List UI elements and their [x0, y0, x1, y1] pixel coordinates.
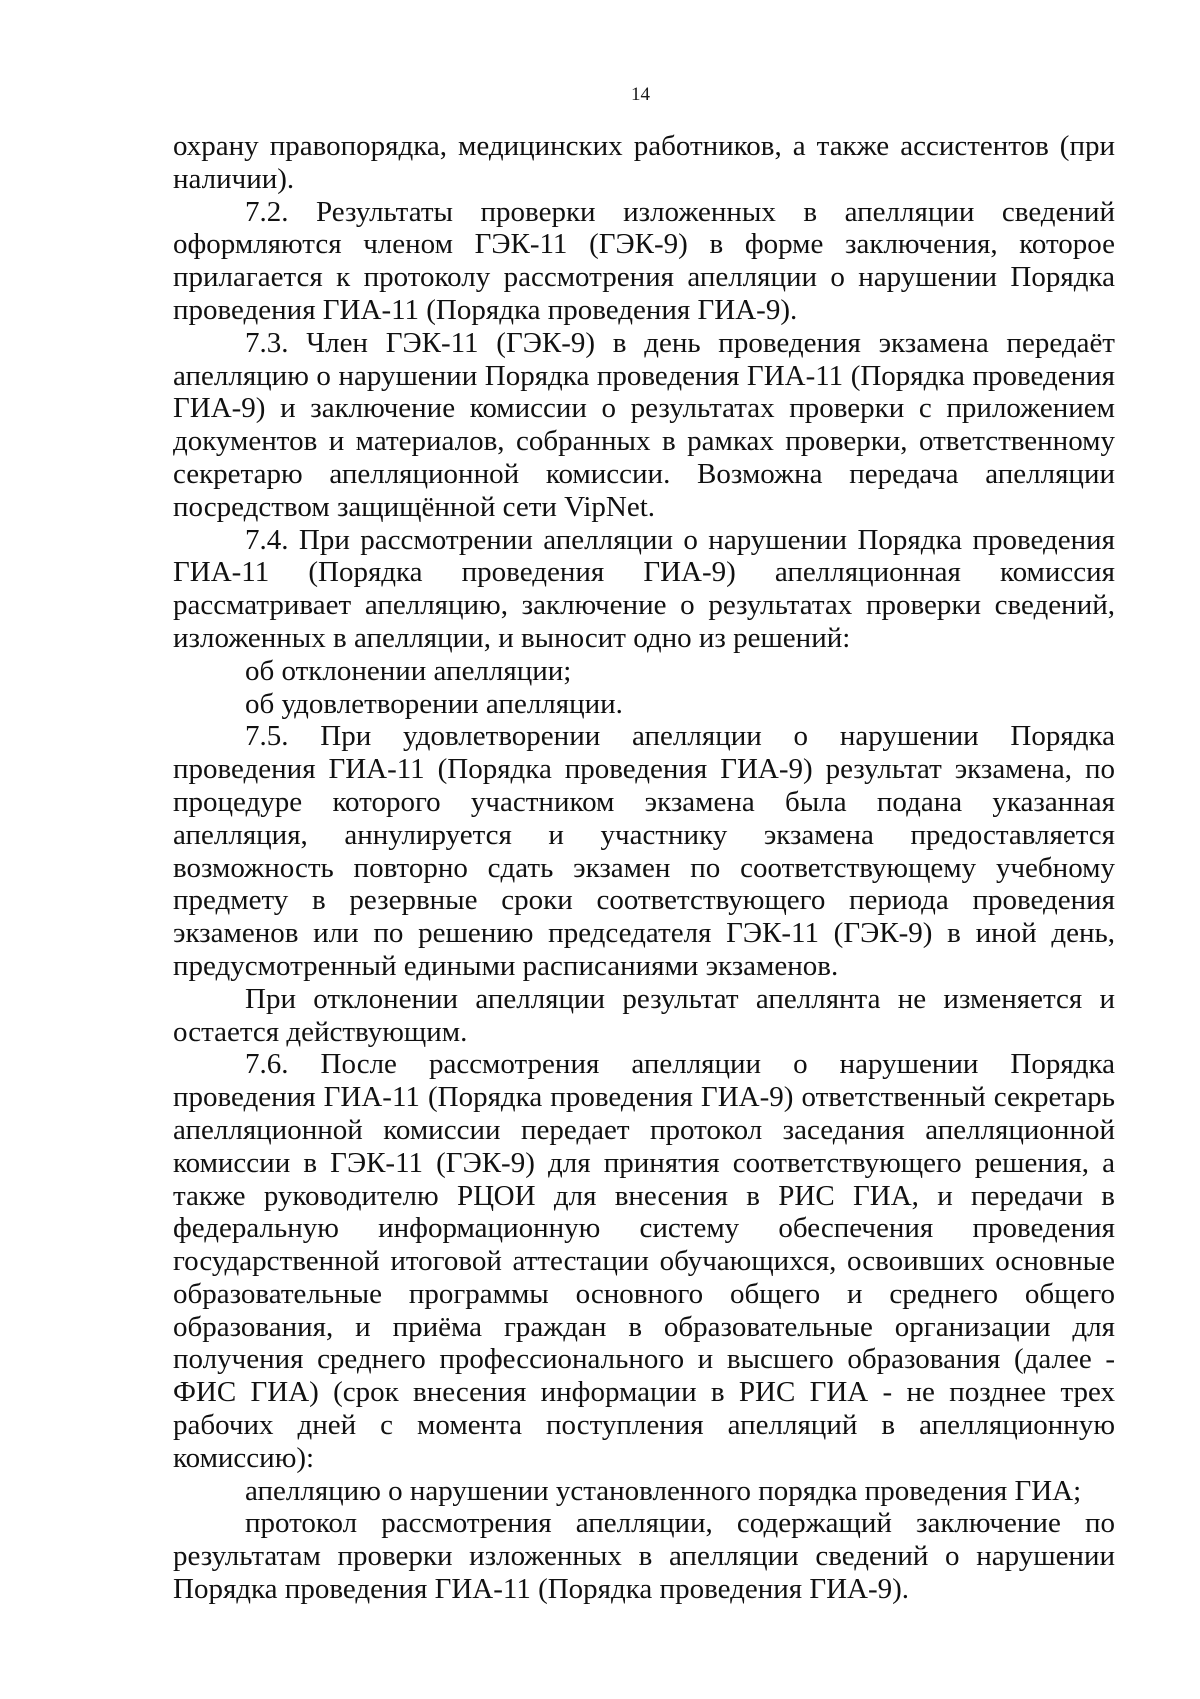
decision-option-reject: об отклонении апелляции; — [245, 654, 572, 687]
paragraph-7-6: 7.6. После рассмотрения апелляции о нарушении Порядка проведения ГИА-11 (Порядка проведения ГИА-9) ответственный секретарь апелляционной комиссии передает протокол заседания апелляционной комиссии в ГЭК-11 (ГЭК-9) для принятия соответствующего решения, а также руководителю РЦОИ для внесения в РИС ГИА, и передачи в федеральную информационную систему обеспечения проведения государственной итоговой аттестации обучающихся, освоивших основные образовательные программы основного общего и среднего общего образования, и приёма граждан в образовательные организации для получения среднего профессионального и высшего образования (далее - ФИС ГИА) (срок внесения информации в РИС ГИА - не позднее трех рабочих дней с момента поступления апелляций в апелляционную комиссию): — [173, 1048, 1115, 1474]
decision-option-satisfy: об удовлетворении апелляции. — [245, 687, 623, 720]
paragraph-continuation: охрану правопорядка, медицинских работников, а также ассистентов (при наличии). — [173, 130, 1115, 195]
paragraph-7-5: 7.5. При удовлетворении апелляции о нарушении Порядка проведения ГИА-11 (Порядка проведения ГИА-9) результат экзамена, по процедуре которого участником экзамена была подана указанная апелляция, аннулируется и участнику экзамена предоставляется возможность повторно сдать экзамен по соответствующему учебному предмету в резервные сроки соответствующего периода проведения экзаменов или по решению председателя ГЭК-11 (ГЭК-9) в иной день, предусмотренный едиными расписаниями экзаменов. — [173, 720, 1115, 982]
paragraph-rejection-result: При отклонении апелляции результат апеллянта не изменяется и остается действующим. — [173, 982, 1115, 1048]
list-item-protocol: протокол рассмотрения апелляции, содержащий заключение по результатам проверки изложенных в апелляции сведений о нарушении Порядка проведения ГИА-11 (Порядка проведения ГИА-9). — [173, 1507, 1115, 1606]
paragraph-7-3: 7.3. Член ГЭК-11 (ГЭК-9) в день проведения экзамена передаёт апелляцию о нарушении Порядка проведения ГИА-11 (Порядка проведения ГИА-9) и заключение комиссии о результатах проверки с приложением документов и материалов, собранных в рамках проверки, ответственному секретарю апелляционной комиссии. Возможна передача апелляции посредством защищённой сети VipNet. — [173, 326, 1115, 523]
page-number: 14 — [631, 84, 650, 105]
document-body — [173, 130, 1115, 1606]
list-item-appeal: апелляцию о нарушении установленного порядка проведения ГИА; — [245, 1474, 1082, 1507]
paragraph-7-2: 7.2. Результаты проверки изложенных в апелляции сведений оформляются членом ГЭК-11 (ГЭК-9) в форме заключения, которое прилагается к протоколу рассмотрения апелляции о нарушении Порядка проведения ГИА-11 (Порядка проведения ГИА-9). — [173, 195, 1115, 326]
paragraph-7-4: 7.4. При рассмотрении апелляции о нарушении Порядка проведения ГИА-11 (Порядка проведения ГИА-9) апелляционная комиссия рассматривает апелляцию, заключение о результатах проверки сведений, изложенных в апелляции, и выносит одно из решений: — [173, 523, 1115, 654]
